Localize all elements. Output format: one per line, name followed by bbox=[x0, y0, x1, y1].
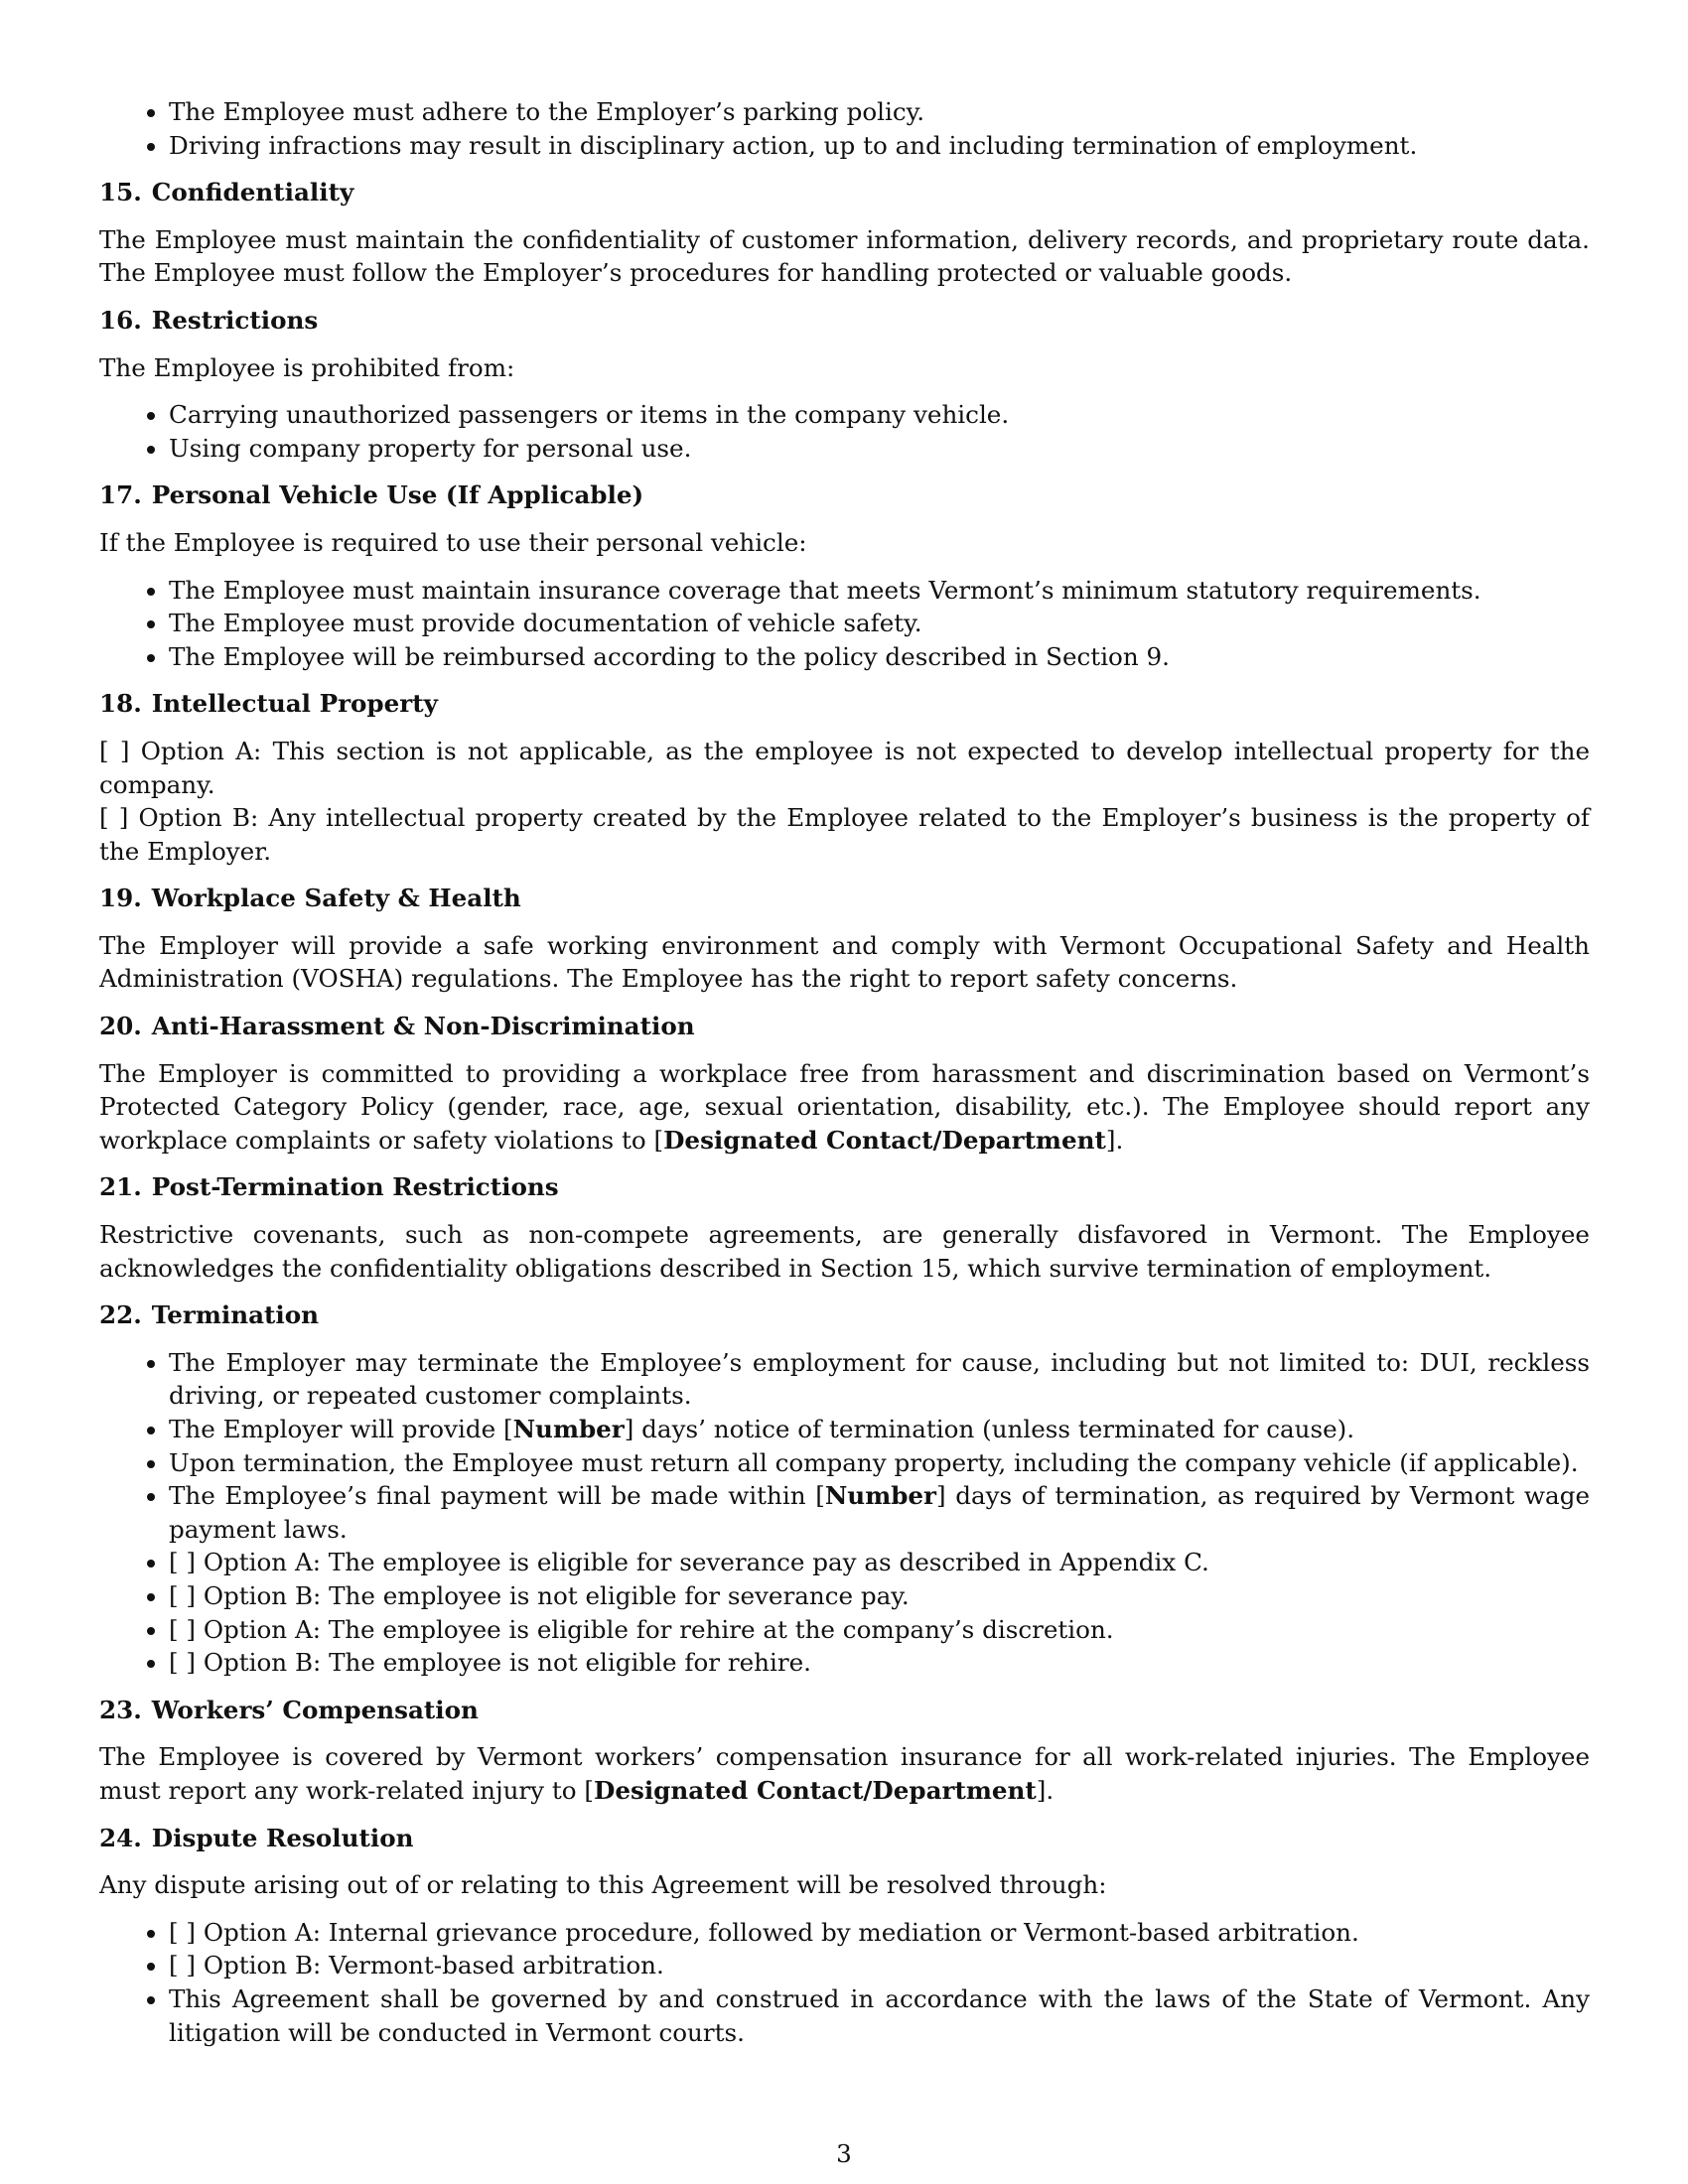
section-19-body: The Employer will provide a safe working environment and comply with Vermont Occupational Safety and Health Administration (VOSHA) regulations. The Employee has the right to report safety concerns. bbox=[99, 930, 1590, 994]
list-item bbox=[169, 1413, 1590, 1446]
body-text: The Employee is covered by Vermont workers’ compensation insurance for all work-related injuries. The Employee must report any work-related injury to [ bbox=[99, 1742, 1590, 1805]
section-20-heading bbox=[99, 1010, 1590, 1043]
section-number: 24. bbox=[99, 1823, 142, 1852]
section-15-heading bbox=[99, 176, 1590, 209]
list-item: • [ ] Option A: The employee is eligible for severance pay as described in Appendix C. bbox=[169, 1546, 1590, 1579]
section-17-intro: If the Employee is required to use their personal vehicle: bbox=[99, 527, 807, 557]
list-item: • Upon termination, the Employee must return all company property, including the company vehicle (if applicable). bbox=[169, 1446, 1590, 1480]
section-number: 15. bbox=[99, 178, 142, 207]
section-title: Workers’ Compensation bbox=[151, 1695, 479, 1724]
section-16-bullet-list bbox=[99, 398, 1590, 465]
section-number: 23. bbox=[99, 1695, 142, 1724]
body-text: The Employer will provide [ bbox=[169, 1415, 513, 1443]
body-text: The Employee’s final payment will be made within [ bbox=[169, 1481, 825, 1511]
list-item: • This Agreement shall be governed by and construed in accordance with the laws of the State of Vermont. Any litigation will be conducted in Vermont courts. bbox=[169, 1982, 1590, 2049]
section-title: Termination bbox=[151, 1300, 320, 1330]
section-21-body: Restrictive covenants, such as non-compete agreements, are generally disfavored in Vermont. The Employee acknowledges the confidentiality obligations described in Section 15, which survive termination of employment. bbox=[99, 1220, 1590, 1283]
body-text: ]. bbox=[1105, 1125, 1124, 1155]
list-item: • The Employer may terminate the Employee’s employment for cause, including but not limited to: DUI, reckless driving, or repeated customer complaints. bbox=[169, 1346, 1590, 1413]
section-title: Post-Termination Restrictions bbox=[151, 1172, 559, 1202]
list-item bbox=[169, 1479, 1590, 1546]
parking-bullet-list bbox=[99, 95, 1590, 162]
contact-placeholder: Designated Contact/Department bbox=[594, 1775, 1037, 1805]
section-23-body bbox=[99, 1740, 1590, 1807]
section-title: Confidentiality bbox=[151, 178, 354, 207]
list-item: • The Employee must adhere to the Employer’s parking policy. bbox=[169, 95, 1590, 129]
page-number: 3 bbox=[836, 2139, 852, 2168]
section-number: 17. bbox=[99, 480, 142, 510]
list-item: • Carrying unauthorized passengers or items in the company vehicle. bbox=[169, 398, 1590, 432]
contact-placeholder: Designated Contact/Department bbox=[663, 1125, 1106, 1155]
section-24-intro: Any dispute arising out of or relating to this Agreement will be resolved through: bbox=[99, 1870, 1107, 1900]
list-item: • Driving infractions may result in disciplinary action, up to and including termination of employment. bbox=[169, 129, 1590, 163]
section-15-body: The Employee must maintain the confidentiality of customer information, delivery records, and proprietary route data. The Employee must follow the Employer’s procedures for handling protected or valuable goods. bbox=[99, 224, 1590, 288]
body-text: ] days of termination, as required by Vermont wage payment laws. bbox=[169, 1481, 1590, 1544]
section-number: 16. bbox=[99, 305, 142, 335]
list-item: • The Employee must maintain insurance coverage that meets Vermont’s minimum statutory requirements. bbox=[169, 574, 1590, 608]
section-20-body bbox=[99, 1057, 1590, 1158]
list-item: • [ ] Option A: The employee is eligible for rehire at the company’s discretion. bbox=[169, 1613, 1590, 1647]
section-24-heading bbox=[99, 1822, 1590, 1855]
section-21-heading bbox=[99, 1170, 1590, 1204]
section-title: Anti-Harassment & Non-Discrimination bbox=[151, 1012, 695, 1041]
section-19-heading bbox=[99, 882, 1590, 915]
body-text: ]. bbox=[1036, 1775, 1055, 1805]
section-17-bullet-list bbox=[99, 574, 1590, 674]
section-number: 18. bbox=[99, 689, 142, 719]
section-number: 21. bbox=[99, 1172, 142, 1202]
section-number: 22. bbox=[99, 1300, 142, 1330]
section-22-bullet-list bbox=[99, 1346, 1590, 1680]
list-item: • [ ] Option B: The employee is not eligible for severance pay. bbox=[169, 1579, 1590, 1613]
section-24-bullet-list bbox=[99, 1916, 1590, 2049]
section-18-heading bbox=[99, 687, 1590, 721]
section-22-heading bbox=[99, 1298, 1590, 1332]
page-content bbox=[99, 95, 1590, 2063]
list-item: • Using company property for personal use. bbox=[169, 432, 1590, 466]
section-number: 19. bbox=[99, 884, 142, 913]
section-title: Dispute Resolution bbox=[151, 1823, 414, 1852]
section-17-heading bbox=[99, 478, 1590, 512]
list-item: • The Employee will be reimbursed according to the policy described in Section 9. bbox=[169, 640, 1590, 674]
section-16-intro: The Employee is prohibited from: bbox=[99, 352, 515, 382]
list-item: • [ ] Option B: Vermont-based arbitration. bbox=[169, 1949, 1590, 1982]
section-title: Restrictions bbox=[151, 305, 319, 335]
section-23-heading bbox=[99, 1694, 1590, 1727]
number-placeholder: Number bbox=[512, 1415, 625, 1443]
section-title: Personal Vehicle Use (If Applicable) bbox=[151, 480, 644, 510]
number-placeholder: Number bbox=[824, 1481, 937, 1511]
body-text: ] days’ notice of termination (unless terminated for cause). bbox=[624, 1415, 1355, 1443]
list-item: • [ ] Option B: The employee is not eligible for rehire. bbox=[169, 1646, 1590, 1680]
body-text: The Employer is committed to providing a workplace free from harassment and discrimination based on Vermont’s Protected Category Policy (gender, race, age, sexual orientation, disability, etc.). The Employee should report any workplace complaints or safety violations to [ bbox=[99, 1058, 1590, 1155]
list-item: • The Employee must provide documentation of vehicle safety. bbox=[169, 607, 1590, 640]
section-16-heading bbox=[99, 304, 1590, 338]
section-title: Intellectual Property bbox=[151, 689, 438, 719]
section-title: Workplace Safety & Health bbox=[151, 884, 521, 913]
section-18-option-b: [ ] Option B: Any intellectual property created by the Employee related to the Employer’s business is the property of the Employer. bbox=[99, 803, 1590, 866]
section-number: 20. bbox=[99, 1012, 142, 1041]
list-item: • [ ] Option A: Internal grievance procedure, followed by mediation or Vermont-based arbitration. bbox=[169, 1916, 1590, 1950]
section-18-option-a: [ ] Option A: This section is not applicable, as the employee is not expected to develop intellectual property for the company. bbox=[99, 736, 1590, 799]
